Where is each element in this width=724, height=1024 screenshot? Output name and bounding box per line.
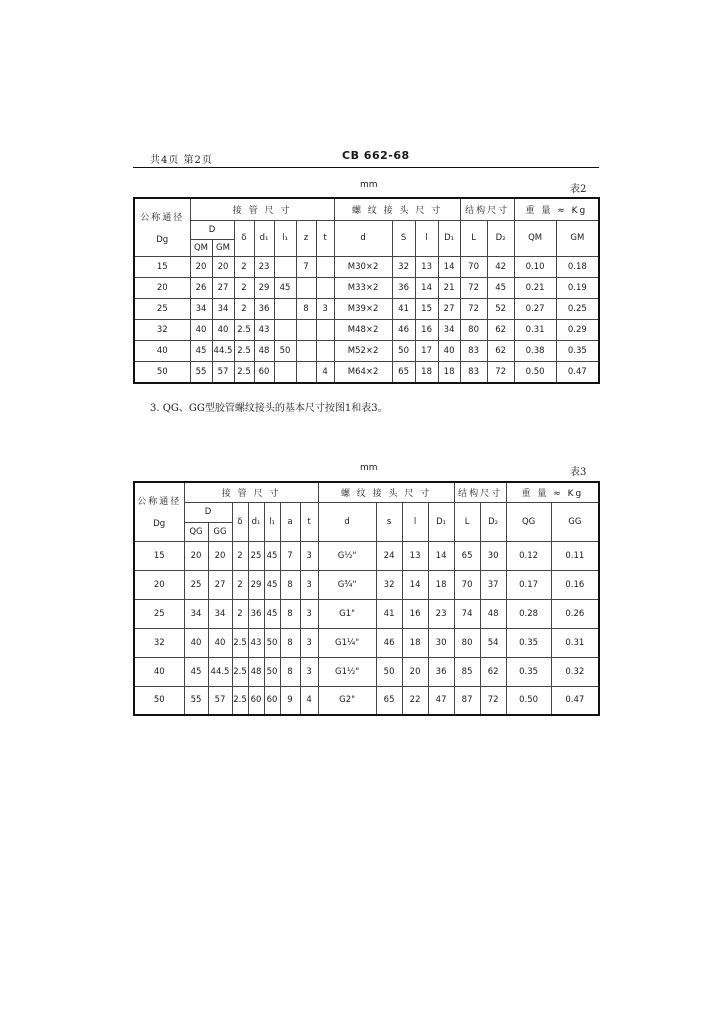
cell-dg: 20 bbox=[134, 570, 184, 599]
cell-delta: 2.5 bbox=[232, 628, 248, 657]
cell-S: 50 bbox=[376, 657, 402, 686]
cell-D1: 18 bbox=[438, 362, 460, 383]
cell-l: 20 bbox=[402, 657, 428, 686]
t3-head-a: a bbox=[280, 502, 300, 541]
t3-dg-label: Dg bbox=[153, 519, 166, 530]
table3-label: 表3 bbox=[570, 467, 587, 478]
cell-wb: 0.32 bbox=[551, 657, 599, 686]
cell-L: 83 bbox=[460, 341, 487, 362]
t3-group-weight: 重 量 ≈ Kg bbox=[506, 482, 599, 502]
t3-head-wb: GG bbox=[551, 502, 599, 541]
table-row bbox=[134, 320, 599, 341]
cell-D2: 30 bbox=[480, 541, 506, 570]
t3-head-D: D bbox=[184, 502, 232, 522]
cell-D2: 62 bbox=[487, 320, 514, 341]
cell-wa: 0.21 bbox=[514, 277, 556, 298]
cell-dg: 32 bbox=[134, 320, 190, 341]
cell-d1: 60 bbox=[248, 686, 264, 715]
cell-Db: 34 bbox=[212, 299, 234, 320]
cell-wb: 0.11 bbox=[551, 541, 599, 570]
cell-D1: 36 bbox=[428, 657, 454, 686]
cell-S: 24 bbox=[376, 541, 402, 570]
t2-group-thread: 螺 纹 接 头 尺 寸 bbox=[334, 198, 460, 220]
cell-d1: 29 bbox=[254, 277, 274, 298]
cell-t: 3 bbox=[300, 570, 318, 599]
cell-L: 87 bbox=[454, 686, 480, 715]
cell-L: 80 bbox=[454, 628, 480, 657]
cell-t: 4 bbox=[300, 686, 318, 715]
cell-Db: 40 bbox=[208, 628, 232, 657]
cell-d: G1¼" bbox=[318, 628, 376, 657]
cell-d: G¾" bbox=[318, 570, 376, 599]
cell-Da: 40 bbox=[184, 628, 208, 657]
cell-D1: 47 bbox=[428, 686, 454, 715]
cell-d1: 43 bbox=[254, 320, 274, 341]
cell-D2: 52 bbox=[487, 299, 514, 320]
cell-a: 8 bbox=[280, 599, 300, 628]
cell-a: 7 bbox=[280, 541, 300, 570]
t2-head-l: l bbox=[415, 220, 438, 256]
cell-wa: 0.31 bbox=[514, 320, 556, 341]
cell-d1: 48 bbox=[248, 657, 264, 686]
cell-D1: 30 bbox=[428, 628, 454, 657]
cell-l: 15 bbox=[415, 299, 438, 320]
cell-l1: 50 bbox=[274, 341, 296, 362]
t2-col-nominal bbox=[134, 198, 190, 256]
cell-d: M48×2 bbox=[334, 320, 392, 341]
t3-head-l: l bbox=[402, 502, 428, 541]
t2-head-S: S bbox=[392, 220, 415, 256]
cell-Db: 27 bbox=[208, 570, 232, 599]
table-row bbox=[134, 686, 599, 715]
cell-wb: 0.47 bbox=[556, 362, 599, 383]
cell-l1 bbox=[274, 362, 296, 383]
t3-head-L: L bbox=[454, 502, 480, 541]
note-text: 3. QG、GG型胶管螺纹接头的基本尺寸按图1和表3。 bbox=[150, 403, 388, 414]
t3-group-struct: 结构尺寸 bbox=[454, 482, 506, 502]
t3-head-D1: D₁ bbox=[428, 502, 454, 541]
standard-number: CB 662-68 bbox=[342, 149, 410, 162]
cell-l: 13 bbox=[402, 541, 428, 570]
cell-d1: 43 bbox=[248, 628, 264, 657]
cell-a: 8 bbox=[280, 657, 300, 686]
cell-wa: 0.50 bbox=[514, 362, 556, 383]
cell-delta: 2.5 bbox=[232, 686, 248, 715]
t2-head-D: D bbox=[190, 220, 234, 239]
cell-wb: 0.29 bbox=[556, 320, 599, 341]
cell-wa: 0.35 bbox=[506, 657, 551, 686]
cell-delta: 2 bbox=[232, 570, 248, 599]
cell-l1: 45 bbox=[264, 599, 280, 628]
cell-l: 16 bbox=[415, 320, 438, 341]
table-row bbox=[134, 657, 599, 686]
cell-l: 14 bbox=[402, 570, 428, 599]
cell-d: M64×2 bbox=[334, 362, 392, 383]
cell-delta: 2.5 bbox=[232, 657, 248, 686]
cell-wb: 0.16 bbox=[551, 570, 599, 599]
table2-label: 表2 bbox=[570, 184, 587, 195]
cell-wa: 0.10 bbox=[514, 256, 556, 277]
cell-S: 46 bbox=[376, 628, 402, 657]
cell-l: 14 bbox=[415, 277, 438, 298]
cell-D1: 34 bbox=[438, 320, 460, 341]
cell-wa: 0.17 bbox=[506, 570, 551, 599]
cell-S: 65 bbox=[376, 686, 402, 715]
t3-nominal-label: 公称通径 bbox=[137, 497, 182, 508]
cell-t: 3 bbox=[300, 657, 318, 686]
cell-Da: 45 bbox=[184, 657, 208, 686]
cell-Db: 20 bbox=[208, 541, 232, 570]
cell-Db: 34 bbox=[208, 599, 232, 628]
cell-dg: 25 bbox=[134, 599, 184, 628]
t3-head-Db: GG bbox=[208, 522, 232, 541]
cell-Db: 44.5 bbox=[208, 657, 232, 686]
t2-dg-label: Dg bbox=[156, 234, 169, 245]
cell-D2: 54 bbox=[480, 628, 506, 657]
cell-wb: 0.25 bbox=[556, 299, 599, 320]
t2-head-d1: d₁ bbox=[254, 220, 274, 256]
t2-group-pipe: 接 管 尺 寸 bbox=[190, 198, 334, 220]
cell-Db: 57 bbox=[212, 362, 234, 383]
cell-t: 4 bbox=[316, 362, 334, 383]
cell-wb: 0.47 bbox=[551, 686, 599, 715]
cell-Da: 55 bbox=[184, 686, 208, 715]
cell-Da: 20 bbox=[190, 256, 212, 277]
cell-wa: 0.38 bbox=[514, 341, 556, 362]
cell-l1: 50 bbox=[264, 657, 280, 686]
cell-a: 8 bbox=[280, 628, 300, 657]
cell-D1: 21 bbox=[438, 277, 460, 298]
t2-group-struct: 结构尺寸 bbox=[460, 198, 514, 220]
table-row bbox=[134, 256, 599, 277]
header-rule bbox=[133, 167, 599, 168]
cell-S: 32 bbox=[376, 570, 402, 599]
cell-Db: 40 bbox=[212, 320, 234, 341]
cell-delta: 2 bbox=[234, 299, 254, 320]
cell-L: 74 bbox=[454, 599, 480, 628]
cell-t: 3 bbox=[300, 628, 318, 657]
cell-dg: 50 bbox=[134, 686, 184, 715]
t3-head-S: s bbox=[376, 502, 402, 541]
cell-D2: 62 bbox=[480, 657, 506, 686]
cell-wb: 0.26 bbox=[551, 599, 599, 628]
cell-d1: 60 bbox=[254, 362, 274, 383]
page-info: 共4页 第2页 bbox=[150, 155, 213, 166]
cell-t: 3 bbox=[300, 541, 318, 570]
cell-wa: 0.12 bbox=[506, 541, 551, 570]
cell-S: 65 bbox=[392, 362, 415, 383]
cell-D2: 45 bbox=[487, 277, 514, 298]
cell-d1: 36 bbox=[254, 299, 274, 320]
cell-wb: 0.18 bbox=[556, 256, 599, 277]
t2-head-D2: D₂ bbox=[487, 220, 514, 256]
cell-d1: 25 bbox=[248, 541, 264, 570]
t2-head-wb: GM bbox=[556, 220, 599, 256]
cell-wa: 0.35 bbox=[506, 628, 551, 657]
cell-delta: 2.5 bbox=[234, 362, 254, 383]
t3-head-wa: QG bbox=[506, 502, 551, 541]
cell-z bbox=[296, 362, 316, 383]
t2-head-Da: QM bbox=[190, 239, 212, 256]
cell-Da: 55 bbox=[190, 362, 212, 383]
t2-head-wa: QM bbox=[514, 220, 556, 256]
cell-z bbox=[296, 320, 316, 341]
cell-D1: 14 bbox=[428, 541, 454, 570]
table-row bbox=[134, 341, 599, 362]
cell-l: 18 bbox=[402, 628, 428, 657]
cell-wb: 0.31 bbox=[551, 628, 599, 657]
cell-D2: 62 bbox=[487, 341, 514, 362]
cell-delta: 2.5 bbox=[234, 320, 254, 341]
cell-L: 70 bbox=[460, 256, 487, 277]
cell-delta: 2 bbox=[232, 541, 248, 570]
cell-l: 16 bbox=[402, 599, 428, 628]
cell-l: 18 bbox=[415, 362, 438, 383]
cell-S: 41 bbox=[376, 599, 402, 628]
table-2 bbox=[133, 197, 600, 384]
cell-d1: 36 bbox=[248, 599, 264, 628]
cell-wa: 0.27 bbox=[514, 299, 556, 320]
cell-dg: 40 bbox=[134, 341, 190, 362]
cell-D1: 23 bbox=[428, 599, 454, 628]
cell-a: 8 bbox=[280, 570, 300, 599]
t2-group-weight: 重 量 ≈ Kg bbox=[514, 198, 599, 220]
t3-head-l1: l₁ bbox=[264, 502, 280, 541]
cell-Da: 34 bbox=[184, 599, 208, 628]
cell-l1 bbox=[274, 299, 296, 320]
t3-group-pipe: 接 管 尺 寸 bbox=[184, 482, 318, 502]
cell-D1: 27 bbox=[438, 299, 460, 320]
cell-l1 bbox=[274, 320, 296, 341]
cell-d: M30×2 bbox=[334, 256, 392, 277]
cell-L: 83 bbox=[460, 362, 487, 383]
cell-t bbox=[316, 277, 334, 298]
cell-wb: 0.35 bbox=[556, 341, 599, 362]
cell-dg: 15 bbox=[134, 256, 190, 277]
cell-t: 3 bbox=[316, 299, 334, 320]
cell-d1: 48 bbox=[254, 341, 274, 362]
cell-Da: 40 bbox=[190, 320, 212, 341]
table-row bbox=[134, 541, 599, 570]
t2-head-D1: D₁ bbox=[438, 220, 460, 256]
table-row bbox=[134, 570, 599, 599]
cell-D2: 37 bbox=[480, 570, 506, 599]
cell-dg: 25 bbox=[134, 299, 190, 320]
cell-dg: 32 bbox=[134, 628, 184, 657]
t2-head-delta: δ bbox=[234, 220, 254, 256]
cell-z: 8 bbox=[296, 299, 316, 320]
cell-t bbox=[316, 256, 334, 277]
t3-group-thread: 螺 纹 接 头 尺 寸 bbox=[318, 482, 454, 502]
table-row bbox=[134, 628, 599, 657]
cell-l1: 45 bbox=[264, 570, 280, 599]
cell-Db: 20 bbox=[212, 256, 234, 277]
cell-L: 65 bbox=[454, 541, 480, 570]
cell-L: 80 bbox=[460, 320, 487, 341]
cell-Da: 26 bbox=[190, 277, 212, 298]
t3-body bbox=[134, 541, 599, 715]
cell-D2: 42 bbox=[487, 256, 514, 277]
t2-head-t: t bbox=[316, 220, 334, 256]
cell-d: G1" bbox=[318, 599, 376, 628]
cell-D2: 72 bbox=[480, 686, 506, 715]
cell-Da: 45 bbox=[190, 341, 212, 362]
t3-head-d: d bbox=[318, 502, 376, 541]
cell-delta: 2 bbox=[234, 256, 254, 277]
cell-d: M52×2 bbox=[334, 341, 392, 362]
cell-z bbox=[296, 341, 316, 362]
cell-D1: 14 bbox=[438, 256, 460, 277]
t2-head-Db: GM bbox=[212, 239, 234, 256]
cell-L: 70 bbox=[454, 570, 480, 599]
cell-d: G½" bbox=[318, 541, 376, 570]
cell-Da: 20 bbox=[184, 541, 208, 570]
cell-wb: 0.19 bbox=[556, 277, 599, 298]
t3-head-d1: d₁ bbox=[248, 502, 264, 541]
cell-z: 7 bbox=[296, 256, 316, 277]
cell-dg: 40 bbox=[134, 657, 184, 686]
cell-d: G2" bbox=[318, 686, 376, 715]
t2-head-l1: l₁ bbox=[274, 220, 296, 256]
cell-L: 72 bbox=[460, 277, 487, 298]
table-row bbox=[134, 277, 599, 298]
table2-unit: mm bbox=[360, 180, 378, 190]
cell-t: 3 bbox=[300, 599, 318, 628]
cell-dg: 50 bbox=[134, 362, 190, 383]
cell-dg: 15 bbox=[134, 541, 184, 570]
t2-head-L: L bbox=[460, 220, 487, 256]
cell-d: M33×2 bbox=[334, 277, 392, 298]
cell-dg: 20 bbox=[134, 277, 190, 298]
cell-delta: 2 bbox=[232, 599, 248, 628]
cell-D2: 72 bbox=[487, 362, 514, 383]
table-row bbox=[134, 599, 599, 628]
cell-Db: 57 bbox=[208, 686, 232, 715]
cell-Da: 34 bbox=[190, 299, 212, 320]
t3-head-t: t bbox=[300, 502, 318, 541]
table-3 bbox=[133, 481, 600, 716]
table3-unit: mm bbox=[360, 463, 378, 473]
cell-wa: 0.50 bbox=[506, 686, 551, 715]
cell-S: 36 bbox=[392, 277, 415, 298]
cell-l1: 50 bbox=[264, 628, 280, 657]
cell-t bbox=[316, 341, 334, 362]
t3-head-Da: QG bbox=[184, 522, 208, 541]
cell-D1: 40 bbox=[438, 341, 460, 362]
t2-body bbox=[134, 256, 599, 383]
cell-S: 32 bbox=[392, 256, 415, 277]
cell-wa: 0.28 bbox=[506, 599, 551, 628]
cell-S: 50 bbox=[392, 341, 415, 362]
cell-z bbox=[296, 277, 316, 298]
cell-Db: 27 bbox=[212, 277, 234, 298]
cell-L: 72 bbox=[460, 299, 487, 320]
cell-Db: 44.5 bbox=[212, 341, 234, 362]
cell-delta: 2 bbox=[234, 277, 254, 298]
cell-l: 13 bbox=[415, 256, 438, 277]
cell-Da: 25 bbox=[184, 570, 208, 599]
cell-l: 17 bbox=[415, 341, 438, 362]
cell-L: 85 bbox=[454, 657, 480, 686]
cell-t bbox=[316, 320, 334, 341]
cell-l: 22 bbox=[402, 686, 428, 715]
t3-head-D2: D₂ bbox=[480, 502, 506, 541]
cell-D1: 18 bbox=[428, 570, 454, 599]
cell-l1: 45 bbox=[274, 277, 296, 298]
cell-d: M39×2 bbox=[334, 299, 392, 320]
t2-head-d: d bbox=[334, 220, 392, 256]
cell-l1: 60 bbox=[264, 686, 280, 715]
table-row bbox=[134, 362, 599, 383]
cell-a: 9 bbox=[280, 686, 300, 715]
cell-d1: 23 bbox=[254, 256, 274, 277]
t2-head-z: z bbox=[296, 220, 316, 256]
cell-d: G1½" bbox=[318, 657, 376, 686]
cell-l1: 45 bbox=[264, 541, 280, 570]
table-row bbox=[134, 299, 599, 320]
cell-d1: 29 bbox=[248, 570, 264, 599]
t3-col-nominal bbox=[134, 482, 184, 541]
t3-head-delta: δ bbox=[232, 502, 248, 541]
cell-delta: 2.5 bbox=[234, 341, 254, 362]
cell-l1 bbox=[274, 256, 296, 277]
cell-S: 41 bbox=[392, 299, 415, 320]
t2-nominal-label: 公称通径 bbox=[140, 212, 185, 223]
cell-D2: 48 bbox=[480, 599, 506, 628]
cell-S: 46 bbox=[392, 320, 415, 341]
